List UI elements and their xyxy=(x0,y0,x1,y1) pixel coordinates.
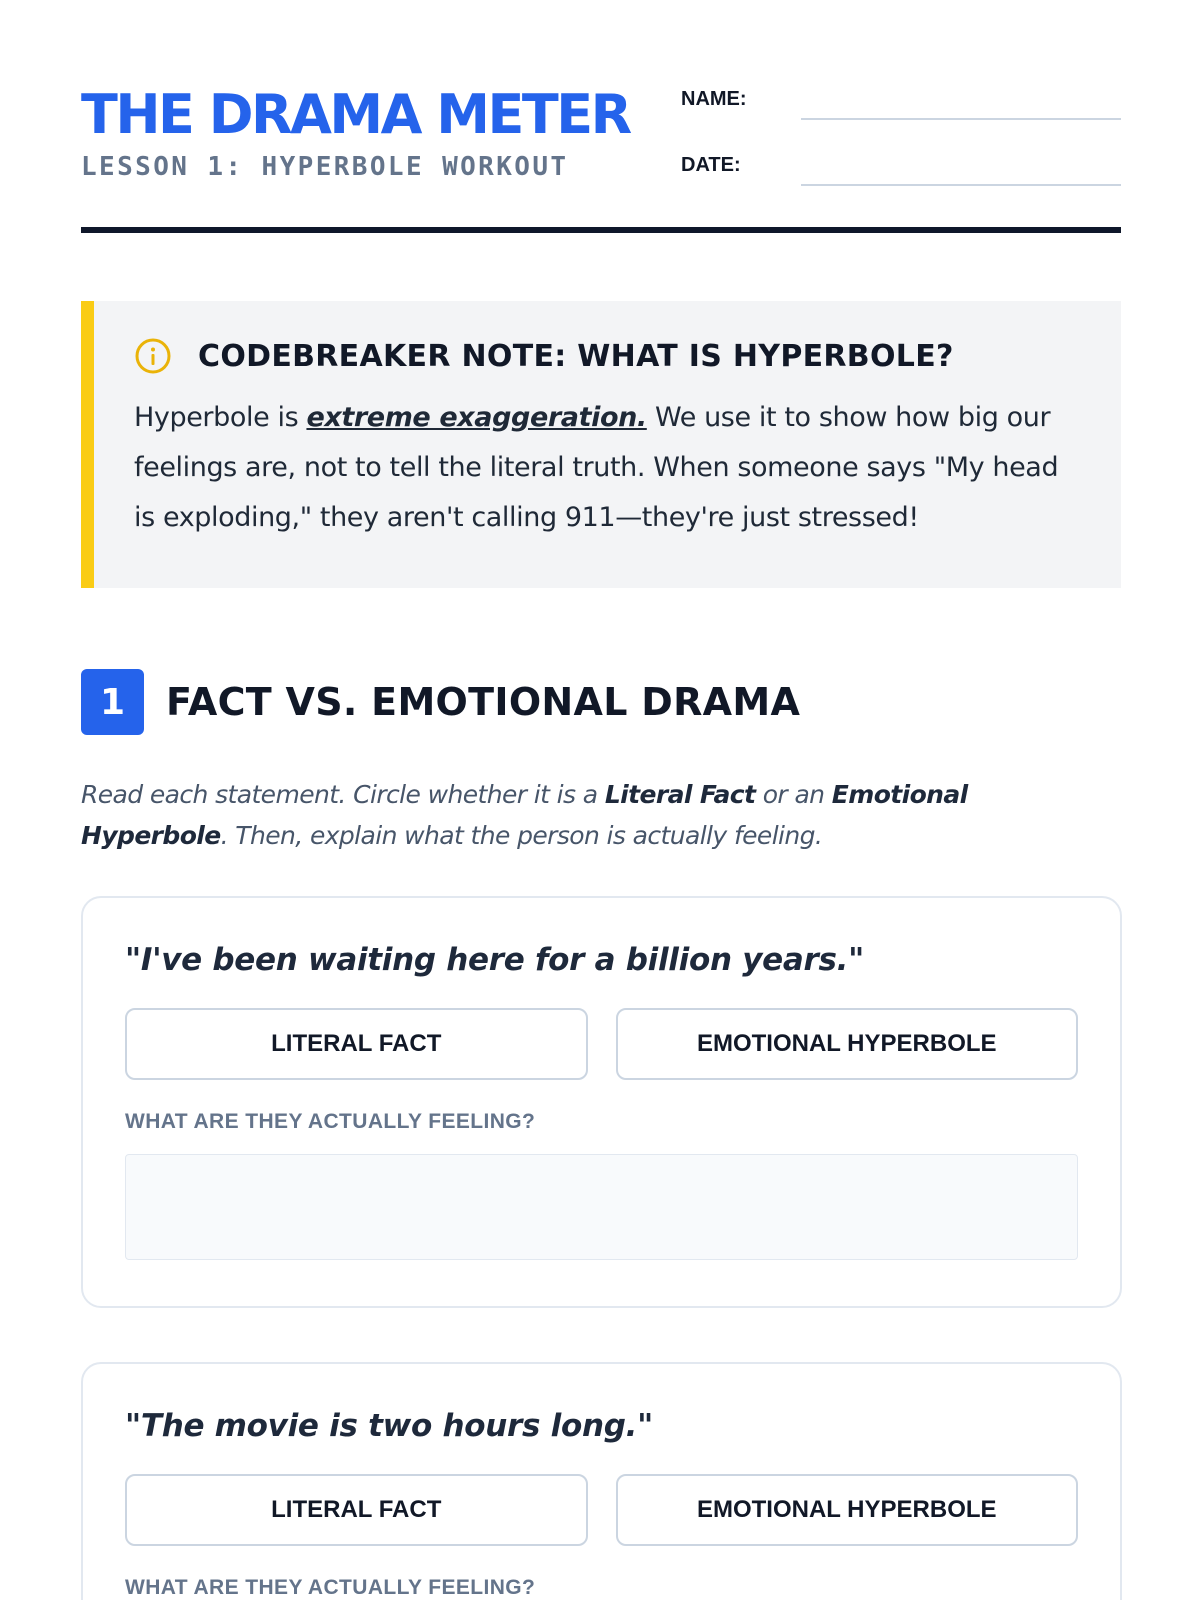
feeling-answer-field[interactable] xyxy=(125,1154,1078,1260)
literal-fact-button[interactable]: LITERAL FACT xyxy=(125,1474,588,1546)
instructions-part3: . Then, explain what the person is actually feeling. xyxy=(220,821,823,850)
instructions-part1: Read each statement. Circle whether it is a xyxy=(81,780,605,809)
note-body xyxy=(134,393,1081,543)
header-divider xyxy=(81,227,1121,233)
instructions-part2: or an xyxy=(755,780,832,809)
name-field[interactable] xyxy=(801,118,1121,120)
emotional-hyperbole-button[interactable]: EMOTIONAL HYPERBOLE xyxy=(616,1008,1079,1080)
note-body-suffix: We use it to show how big our feelings are, not to tell the literal truth. When someone says "My head is exploding," they aren't calling 911—they're just stressed! xyxy=(134,402,1059,533)
instructions-hyperbole: Emotional Hyperbole xyxy=(81,780,968,850)
statement-quote: "I've been waiting here for a billion years." xyxy=(125,942,864,978)
note-emphasis: extreme exaggeration. xyxy=(306,402,647,433)
worksheet-header xyxy=(81,78,1121,236)
choice-group xyxy=(125,1474,1078,1546)
codebreaker-note xyxy=(81,301,1121,588)
page-title: THE DRAMA METER xyxy=(81,83,630,146)
choice-group xyxy=(125,1008,1078,1080)
section-instructions xyxy=(81,774,1090,856)
emotional-hyperbole-button[interactable]: EMOTIONAL HYPERBOLE xyxy=(616,1474,1079,1546)
literal-fact-button[interactable]: LITERAL FACT xyxy=(125,1008,588,1080)
section-title: FACT VS. EMOTIONAL DRAMA xyxy=(166,680,801,724)
name-label: NAME: xyxy=(681,88,747,110)
statement-card xyxy=(81,1362,1122,1600)
note-title: CODEBREAKER NOTE: WHAT IS HYPERBOLE? xyxy=(198,338,954,374)
feeling-label: WHAT ARE THEY ACTUALLY FEELING? xyxy=(125,1576,536,1599)
date-label: DATE: xyxy=(681,154,741,176)
feeling-label: WHAT ARE THEY ACTUALLY FEELING? xyxy=(125,1110,536,1133)
section-header xyxy=(81,669,800,735)
info-icon xyxy=(134,337,172,375)
section-number: 1 xyxy=(81,669,144,735)
lesson-subtitle: LESSON 1: HYPERBOLE WORKOUT xyxy=(81,152,569,182)
note-body-prefix: Hyperbole is xyxy=(134,402,307,433)
date-field[interactable] xyxy=(801,184,1121,186)
instructions-fact: Literal Fact xyxy=(604,780,756,809)
note-header xyxy=(134,337,1081,375)
statement-quote: "The movie is two hours long." xyxy=(125,1408,653,1444)
statement-card xyxy=(81,896,1122,1308)
